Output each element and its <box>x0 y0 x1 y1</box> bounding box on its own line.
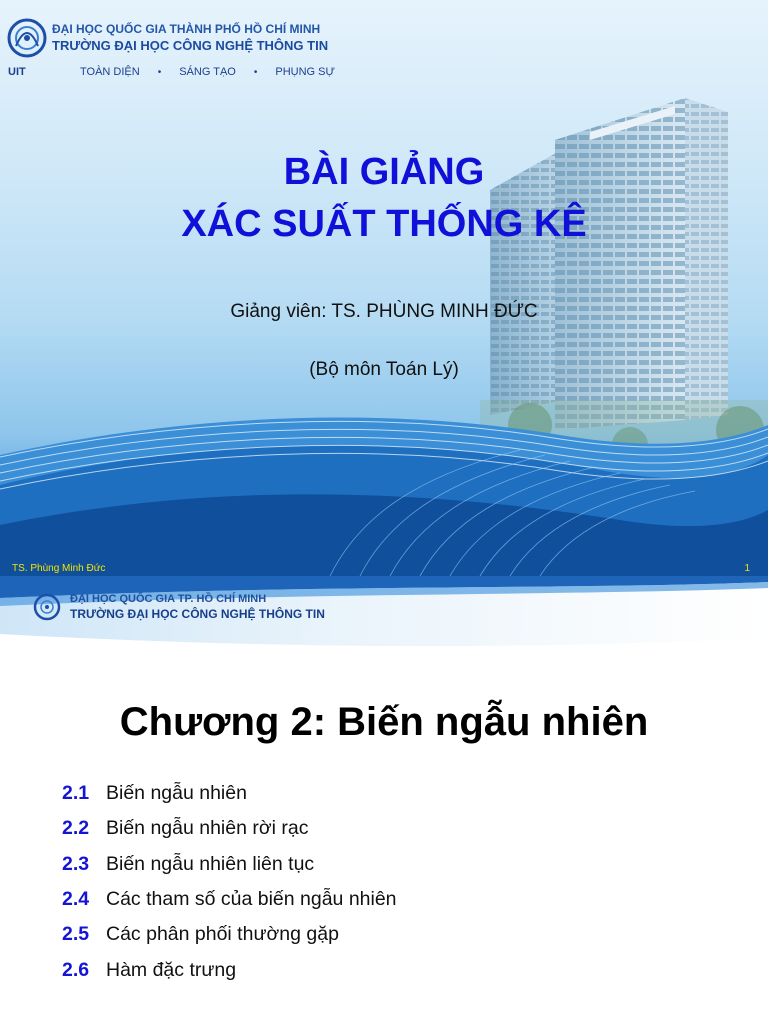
university-name-line1: ĐẠI HỌC QUỐC GIA THÀNH PHỐ HỒ CHÍ MINH <box>52 22 321 36</box>
list-item <box>62 847 397 882</box>
section-number: 2.5 <box>62 923 90 946</box>
motto-item: TOÀN DIỆN <box>80 66 140 78</box>
list-item <box>62 952 397 987</box>
section-list <box>62 776 397 988</box>
list-item <box>62 917 397 952</box>
section-label: Biến ngẫu nhiên liên tục <box>106 852 315 875</box>
header-banner <box>0 576 768 674</box>
section-number: 2.3 <box>62 852 90 875</box>
university-name-line2: TRƯỜNG ĐẠI HỌC CÔNG NGHỆ THÔNG TIN <box>52 38 329 53</box>
motto-item: PHỤNG SỰ <box>275 66 335 78</box>
wave-decoration <box>0 395 768 576</box>
section-label: Biến ngẫu nhiên rời rạc <box>106 817 309 840</box>
lecture-title-line2: XÁC SUẤT THỐNG KÊ <box>181 203 587 245</box>
list-item <box>62 811 397 846</box>
motto-separator: • <box>157 66 162 78</box>
uit-abbreviation: UIT <box>8 66 26 78</box>
footer-author: TS. Phùng Minh Đức <box>12 563 106 574</box>
university-header <box>0 0 768 92</box>
section-label: Hàm đặc trưng <box>106 958 237 981</box>
list-item <box>62 776 397 811</box>
uit-logo-icon <box>32 592 62 622</box>
motto-separator: • <box>253 66 258 78</box>
motto-item: SÁNG TẠO <box>179 66 236 78</box>
motto <box>80 66 335 78</box>
university-name-line1: ĐẠI HỌC QUỐC GIA TP. HỒ CHÍ MINH <box>70 593 267 605</box>
section-label: Biến ngẫu nhiên <box>106 782 247 805</box>
department-name: (Bộ môn Toán Lý) <box>309 359 459 380</box>
section-label: Các phân phối thường gặp <box>106 923 339 946</box>
section-number: 2.4 <box>62 888 90 911</box>
lecture-title-line1: BÀI GIẢNG <box>283 151 485 193</box>
section-number: 2.6 <box>62 958 90 981</box>
page-number: 1 <box>744 563 750 574</box>
chapter-slide <box>0 576 768 1024</box>
lecturer-name: Giảng viên: TS. PHÙNG MINH ĐỨC <box>230 301 538 322</box>
chapter-title: Chương 2: Biến ngẫu nhiên <box>119 700 649 744</box>
list-item <box>62 882 397 917</box>
section-label: Các tham số của biến ngẫu nhiên <box>106 888 397 911</box>
uit-logo-icon <box>6 14 48 64</box>
section-number: 2.1 <box>62 782 90 805</box>
section-number: 2.2 <box>62 817 90 840</box>
university-name-line2: TRƯỜNG ĐẠI HỌC CÔNG NGHỆ THÔNG TIN <box>70 607 325 621</box>
